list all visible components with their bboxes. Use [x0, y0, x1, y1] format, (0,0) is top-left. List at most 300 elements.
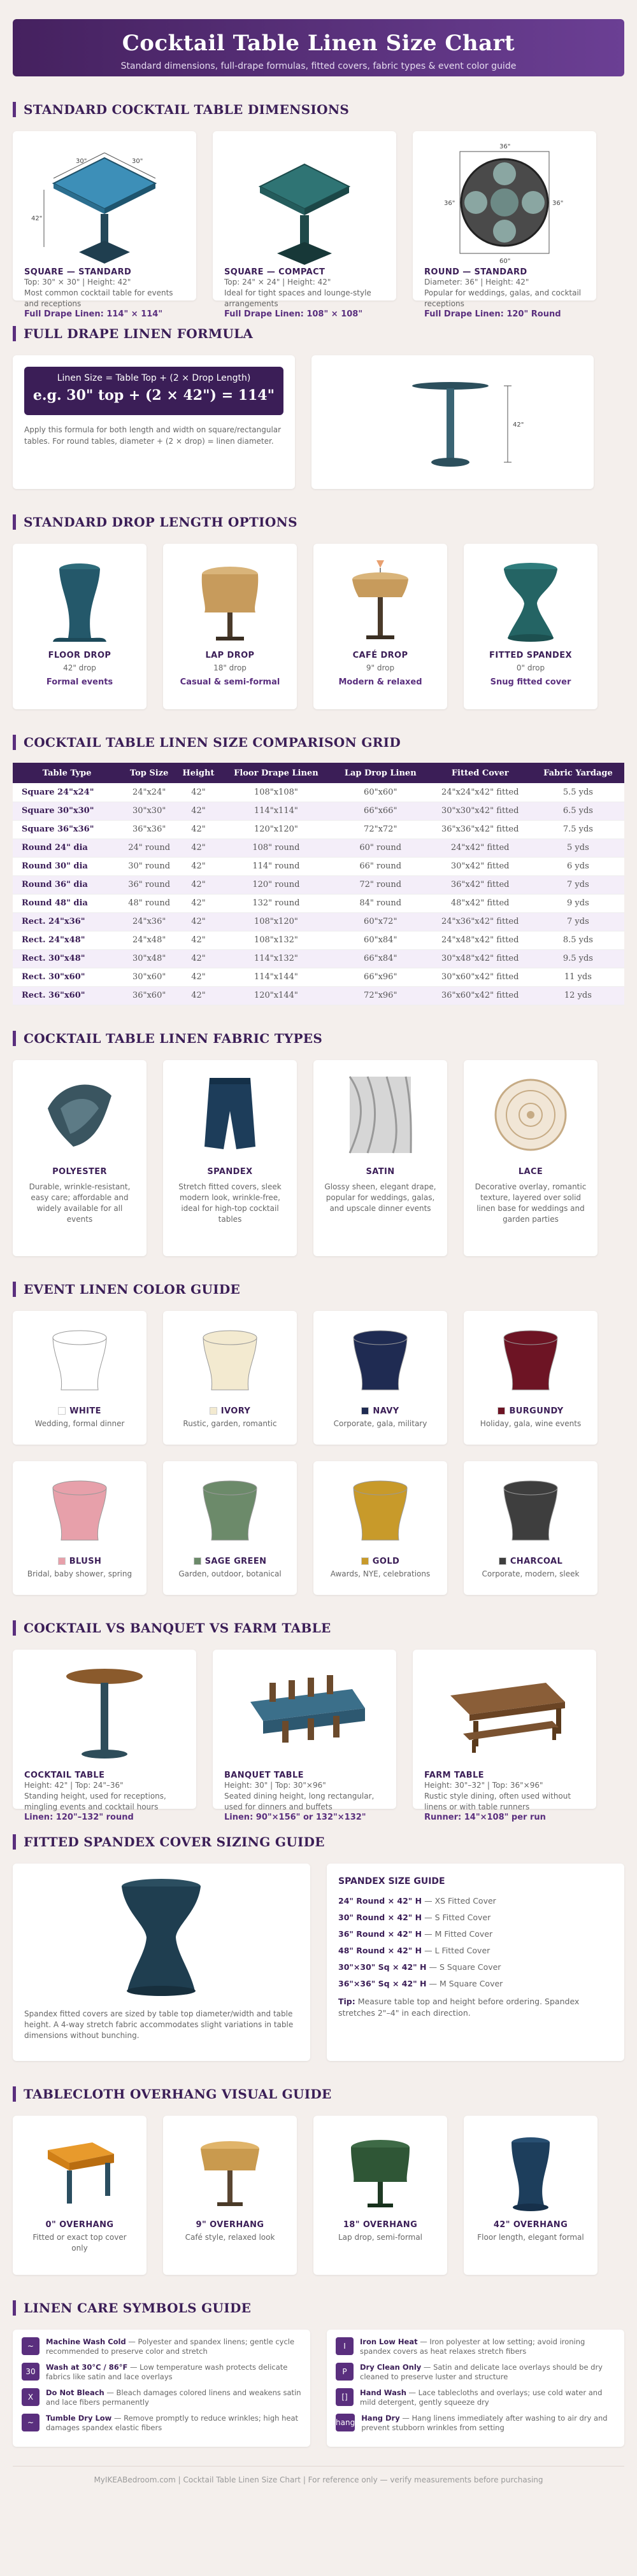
table-row — [13, 968, 624, 986]
table-cell: 12 yds — [532, 986, 624, 1005]
card-linen: Linen: 120"–132" round — [24, 1812, 134, 1822]
dim-label-side: 30" — [132, 158, 143, 165]
spandex-cover-icon — [24, 1874, 298, 2001]
care-text: Tumble Dry Low — Remove promptly to reduce wrinkles; high heat damages spandex elastic fibers — [46, 2413, 299, 2432]
color-card — [313, 1461, 447, 1595]
table-cell: 36" round — [121, 875, 177, 894]
title-banner — [13, 19, 624, 76]
fabric-card-spandex — [163, 1060, 297, 1256]
color-use: Bridal, baby shower, spring — [27, 1569, 132, 1578]
overhang-card-0 — [13, 2116, 147, 2275]
table-cell: 30"x60"x42" fitted — [429, 968, 532, 986]
card-spec: Top: 30" × 30" | Height: 42" — [24, 278, 131, 287]
care-symbol-icon: ~ — [22, 2414, 39, 2431]
table-cell: 72" round — [333, 875, 429, 894]
table-cell: 6.5 yds — [532, 802, 624, 820]
card-spec: 0" drop — [516, 663, 545, 672]
formula-box — [13, 355, 295, 489]
spandex-fabric-icon — [185, 1070, 275, 1159]
table-header-cell: Top Size — [121, 763, 177, 783]
table-cell: 42" — [177, 949, 220, 968]
card-title: SQUARE — STANDARD — [24, 267, 132, 277]
care-symbol-icon: ~ — [22, 2337, 39, 2355]
table-cell: 42" — [177, 820, 220, 839]
table-cell: 30"x60" — [121, 968, 177, 986]
color-card — [163, 1461, 297, 1595]
polyester-fabric-icon — [35, 1070, 124, 1159]
color-use: Corporate, gala, military — [333, 1419, 427, 1428]
overhang-18-icon — [336, 2131, 425, 2214]
lap-drop-icon — [185, 555, 275, 644]
card-desc: Popular for weddings, galas, and cocktail receptions — [424, 288, 582, 308]
spandex-drop-icon — [486, 555, 575, 644]
table-cell: 24"x36" — [121, 912, 177, 931]
table-cell: Rect. 24"x48" — [13, 931, 121, 949]
card-use: Formal events — [46, 677, 113, 687]
section-title: STANDARD COCKTAIL TABLE DIMENSIONS — [13, 102, 624, 117]
spandex-size-guide — [327, 1864, 624, 2061]
linen-color-icon — [38, 1320, 121, 1396]
card-spec: Top: 24" × 24" | Height: 42" — [224, 278, 331, 287]
satin-fabric-icon — [336, 1070, 425, 1159]
card-desc: Seated dining height, long rectangular, used for dinners and buffets — [224, 1791, 375, 1811]
card-title: COCKTAIL TABLE — [24, 1770, 105, 1780]
card-title: SPANDEX — [207, 1166, 253, 1177]
table-row — [13, 912, 624, 931]
overhang-42-icon — [486, 2131, 575, 2214]
color-name: IVORY — [163, 1406, 297, 1416]
spandex-tip: Tip: Measure table top and height before ordering. Spandex stretches 2"–4" in each direction. — [338, 1996, 580, 2018]
table-row — [13, 820, 624, 839]
table-cell: 36"x42" fitted — [429, 875, 532, 894]
footer: MyIKEABedroom.com | Cocktail Table Linen Size Chart | For reference only — verify measurements before purchasing — [13, 2466, 624, 2484]
linen-color-icon — [339, 1320, 422, 1396]
table-cell: 36"x60" — [121, 986, 177, 1005]
table-cell: 36"x36"x42" fitted — [429, 820, 532, 839]
card-spec: 9" drop — [366, 663, 395, 672]
section-colors — [13, 1282, 624, 1595]
care-column-right — [327, 2330, 624, 2447]
color-card — [464, 1311, 598, 1445]
care-symbol-icon: [] — [336, 2388, 354, 2406]
color-card — [313, 1311, 447, 1445]
section-fabrics — [13, 1031, 624, 1256]
color-use: Awards, NYE, celebrations — [330, 1569, 431, 1578]
section-title: EVENT LINEN COLOR GUIDE — [13, 1282, 624, 1297]
section-overhang — [13, 2086, 624, 2275]
table-cell: 9.5 yds — [532, 949, 624, 968]
table-cell: 30"x48" — [121, 949, 177, 968]
dim-label-bottom: 60" — [499, 258, 511, 265]
table-cell: 7.5 yds — [532, 820, 624, 839]
table-cell: 114"x114" — [220, 802, 333, 820]
card-title: ROUND — STANDARD — [424, 267, 527, 277]
card-desc: Glossy sheen, elegant drape, popular for weddings, galas, and upscale dinner events — [324, 1182, 436, 1213]
table-cell: 42" — [177, 894, 220, 912]
linen-color-icon — [189, 1470, 271, 1546]
compare-card-farm — [413, 1650, 596, 1822]
section-grid — [13, 735, 624, 1005]
card-title: FLOOR DROP — [48, 651, 111, 660]
card-title: LACE — [518, 1166, 543, 1177]
dim-label-height: 42" — [31, 215, 43, 222]
color-name: CHARCOAL — [464, 1557, 598, 1566]
card-desc: Stretch fitted covers, sleek modern look, wrinkle-free, ideal for high-top cocktail tables — [178, 1182, 282, 1224]
linen-color-icon — [189, 1320, 271, 1396]
table-cell: Round 24" dia — [13, 839, 121, 857]
card-desc: Café style, relaxed look — [185, 2232, 275, 2242]
section-title: TABLECLOTH OVERHANG VISUAL GUIDE — [13, 2086, 624, 2102]
section-title: FITTED SPANDEX COVER SIZING GUIDE — [13, 1834, 624, 1850]
table-cell: 132" round — [220, 894, 333, 912]
section-dimensions — [13, 102, 624, 319]
care-text: Do Not Bleach — Bleach damages colored linens and weakens satin and lace fibers permanently — [46, 2388, 301, 2407]
linen-size-table — [13, 763, 624, 1005]
overhang-9-icon — [185, 2131, 275, 2214]
care-item — [336, 2388, 615, 2414]
table-header-cell: Lap Drop Linen — [333, 763, 429, 783]
section-title: LINEN CARE SYMBOLS GUIDE — [13, 2300, 624, 2316]
table-header-cell: Fitted Cover — [429, 763, 532, 783]
card-linen: Linen: 90"×156" or 132"×132" — [224, 1812, 366, 1822]
table-cell: 24"x48" — [121, 931, 177, 949]
care-item — [22, 2388, 301, 2414]
section-title: FULL DRAPE LINEN FORMULA — [13, 326, 624, 341]
fabric-card-lace — [464, 1060, 598, 1256]
color-card — [464, 1461, 598, 1595]
table-cell: 7 yds — [532, 875, 624, 894]
table-cell: 66"x96" — [333, 968, 429, 986]
drop-card-floor — [13, 544, 147, 709]
table-cell: 30"x48"x42" fitted — [429, 949, 532, 968]
page-title: Cocktail Table Linen Size Chart — [122, 31, 515, 56]
table-cell: 5 yds — [532, 839, 624, 857]
card-use: Casual & semi-formal — [180, 677, 280, 687]
section-formula — [13, 326, 624, 489]
table-cell: 36"x60"x42" fitted — [429, 986, 532, 1005]
table-cell: 60"x72" — [333, 912, 429, 931]
color-swatch — [497, 1407, 505, 1415]
color-use: Rustic, garden, romantic — [183, 1419, 277, 1428]
dim-label-top: 30" — [76, 158, 87, 165]
farm-table-icon — [425, 1657, 584, 1766]
card-desc: Floor length, elegant formal — [477, 2232, 584, 2242]
color-name: BURGUNDY — [464, 1406, 598, 1416]
card-title: CAFÉ DROP — [352, 651, 408, 660]
color-name: BLUSH — [13, 1557, 147, 1566]
table-cell: 120" round — [220, 875, 333, 894]
card-spec: Height: 30" | Top: 30"×96" — [224, 1780, 326, 1790]
linen-color-icon — [339, 1470, 422, 1546]
table-cell: 42" — [177, 912, 220, 931]
card-title: LAP DROP — [205, 651, 255, 660]
table-row — [13, 875, 624, 894]
table-cell: 42" — [177, 783, 220, 802]
table-row — [13, 839, 624, 857]
drop-card-lap — [163, 544, 297, 709]
card-desc: Ideal for tight spaces and lounge-style arrangements — [224, 288, 371, 308]
spandex-size-line: 36" Round × 42" H — M Fitted Cover — [338, 1928, 493, 1939]
table-cell: 66"x84" — [333, 949, 429, 968]
table-cell: 72"x96" — [333, 986, 429, 1005]
care-symbol-icon: hang — [336, 2414, 355, 2431]
care-symbol-icon: 30 — [22, 2363, 39, 2381]
spandex-size-line: 36"×36" Sq × 42" H — M Square Cover — [338, 1978, 503, 1988]
table-cell: 9 yds — [532, 894, 624, 912]
table-cell: 42" — [177, 986, 220, 1005]
spandex-note: Spandex fitted covers are sized by table top diameter/width and table height. A 4-way stretch fabric accommodates slight variations in table dimensions without bunching. — [24, 2009, 294, 2040]
color-use: Wedding, formal dinner — [34, 1419, 125, 1428]
table-cell: Rect. 24"x36" — [13, 912, 121, 931]
table-cell: 8.5 yds — [532, 931, 624, 949]
round-table-illustration — [425, 139, 584, 266]
banquet-table-icon — [225, 1657, 384, 1766]
table-cell: 36"x36" — [121, 820, 177, 839]
compare-card-cocktail — [13, 1650, 196, 1822]
section-title: STANDARD DROP LENGTH OPTIONS — [13, 514, 624, 530]
table-cell: 108"x132" — [220, 931, 333, 949]
dimension-card-round-standard — [413, 131, 596, 319]
care-symbol-icon: I — [336, 2337, 354, 2355]
care-item — [336, 2363, 615, 2388]
color-swatch — [361, 1557, 369, 1565]
floor-drop-icon — [35, 555, 124, 644]
card-spec: Diameter: 36" | Height: 42" — [424, 278, 529, 287]
overhang-card-42 — [464, 2116, 598, 2275]
care-text: Hang Dry — Hang linens immediately after washing to air dry and prevent stubborn wrinkles from setting — [361, 2413, 608, 2432]
color-swatch — [499, 1557, 506, 1565]
table-cell: 24"x24" — [121, 783, 177, 802]
card-use: Modern & relaxed — [338, 677, 422, 687]
table-cell: 6 yds — [532, 857, 624, 875]
card-linen: Full Drape Linen: 114" × 114" — [24, 309, 163, 319]
cafe-drop-icon — [336, 555, 425, 644]
table-row — [13, 857, 624, 875]
table-cell: Round 48" dia — [13, 894, 121, 912]
card-title: 42" OVERHANG — [493, 2219, 568, 2230]
section-title: COCKTAIL TABLE LINEN SIZE COMPARISON GRID — [13, 735, 624, 750]
table-cell: 5.5 yds — [532, 783, 624, 802]
color-name: WHITE — [13, 1406, 147, 1416]
overhang-card-9 — [163, 2116, 297, 2275]
spandex-illustration-card — [13, 1864, 310, 2061]
card-desc: Durable, wrinkle-resistant, easy care; affordable and widely available for all events — [29, 1182, 131, 1224]
color-use: Holiday, gala, wine events — [480, 1419, 582, 1428]
care-text: Dry Clean Only — Satin and delicate lace overlays should be dry cleaned to preserve luster and structure — [360, 2362, 603, 2381]
color-swatch — [210, 1407, 217, 1415]
spandex-size-line: 48" Round × 42" H — L Fitted Cover — [338, 1945, 490, 1955]
table-cell: 42" — [177, 857, 220, 875]
color-card — [13, 1461, 147, 1595]
table-cell: 24"x36"x42" fitted — [429, 912, 532, 931]
section-title: COCKTAIL VS BANQUET VS FARM TABLE — [13, 1620, 624, 1636]
table-cell: 30"x30" — [121, 802, 177, 820]
care-symbol-icon: X — [22, 2388, 39, 2406]
card-title: SQUARE — COMPACT — [224, 267, 326, 277]
card-title: 9" OVERHANG — [196, 2219, 264, 2230]
linen-color-icon — [489, 1320, 572, 1396]
care-item — [22, 2363, 301, 2388]
section-spandex — [13, 1834, 624, 2061]
formula-bar — [24, 367, 283, 415]
cocktail-table-icon — [25, 1657, 184, 1766]
color-swatch — [194, 1557, 201, 1565]
card-title: BANQUET TABLE — [224, 1770, 304, 1780]
card-title: FARM TABLE — [424, 1770, 484, 1780]
card-desc: Most common cocktail table for events and receptions — [24, 288, 173, 308]
table-cell: Round 36" dia — [13, 875, 121, 894]
section-drops — [13, 514, 624, 709]
page-subtitle: Standard dimensions, full-drape formulas, fitted covers, fabric types & event color guide — [120, 61, 517, 71]
card-desc: Standing height, used for receptions, mingling events and cocktail hours — [24, 1791, 166, 1811]
spandex-size-line: 30" Round × 42" H — S Fitted Cover — [338, 1912, 491, 1922]
formula-note: Apply this formula for both length and width on square/rectangular tables. For round tables, diameter + (2 × drop) = linen diameter. — [24, 425, 282, 446]
table-cell: 120"x120" — [220, 820, 333, 839]
table-cell: 42" — [177, 931, 220, 949]
drop-card-cafe — [313, 544, 447, 709]
table-row — [13, 986, 624, 1005]
dim-label-height: 42" — [513, 421, 524, 428]
card-linen: Full Drape Linen: 120" Round — [424, 309, 561, 319]
table-cell: 114"x132" — [220, 949, 333, 968]
color-use: Corporate, modern, sleek — [482, 1569, 580, 1578]
care-text: Machine Wash Cold — Polyester and spandex linens; gentle cycle recommended to preserve color and stretch — [46, 2337, 295, 2356]
card-linen: Runner: 14"×108" per run — [424, 1812, 546, 1822]
table-cell: Rect. 36"x60" — [13, 986, 121, 1005]
color-name: GOLD — [313, 1557, 447, 1566]
table-cell: 30" round — [121, 857, 177, 875]
table-row — [13, 894, 624, 912]
card-use: Snug fitted cover — [490, 677, 571, 687]
table-cell: 66" round — [333, 857, 429, 875]
table-cell: 48" round — [121, 894, 177, 912]
table-cell: 42" — [177, 802, 220, 820]
care-item — [22, 2337, 301, 2363]
table-row — [13, 783, 624, 802]
card-spec: Height: 30"–32" | Top: 36"×96" — [424, 1780, 543, 1790]
card-spec: 18" drop — [213, 663, 247, 672]
table-cell: 42" — [177, 875, 220, 894]
linen-color-icon — [489, 1470, 572, 1546]
drop-card-spandex — [464, 544, 598, 709]
card-title: FITTED SPANDEX — [489, 651, 572, 660]
color-swatch — [58, 1557, 66, 1565]
dim-label-left: 36" — [444, 200, 455, 207]
compact-table-illustration — [225, 139, 384, 266]
dimension-card-square-compact — [213, 131, 396, 319]
section-title: COCKTAIL TABLE LINEN FABRIC TYPES — [13, 1031, 624, 1046]
table-cell: 42" — [177, 968, 220, 986]
table-row — [13, 802, 624, 820]
tall-table-illustration — [323, 367, 578, 475]
table-cell: 84" round — [333, 894, 429, 912]
care-text: Iron Low Heat — Iron polyester at low setting; avoid ironing spandex covers as heat relaxes stretch fibers — [360, 2337, 585, 2356]
compare-card-banquet — [213, 1650, 396, 1822]
table-cell: 60"x84" — [333, 931, 429, 949]
table-cell: 60"x60" — [333, 783, 429, 802]
table-cell: 30"x30"x42" fitted — [429, 802, 532, 820]
section-compare — [13, 1620, 624, 1822]
overhang-0-icon — [35, 2131, 124, 2214]
formula-line: Linen Size = Table Top + (2 × Drop Length) — [57, 373, 251, 383]
lace-fabric-icon — [486, 1070, 575, 1159]
table-row — [13, 931, 624, 949]
table-cell: 120"x144" — [220, 986, 333, 1005]
table-cell: 24" round — [121, 839, 177, 857]
card-title: 18" OVERHANG — [343, 2219, 418, 2230]
section-care — [13, 2300, 624, 2447]
table-cell: Square 24"x24" — [13, 783, 121, 802]
table-cell: 48"x42" fitted — [429, 894, 532, 912]
formula-example: e.g. 30" top + (2 × 42") = 114" — [32, 387, 275, 404]
color-card — [163, 1311, 297, 1445]
linen-color-icon — [38, 1470, 121, 1546]
table-cell: 11 yds — [532, 968, 624, 986]
table-cell: Rect. 30"x60" — [13, 968, 121, 986]
card-spec: Height: 42" | Top: 24"–36" — [24, 1780, 124, 1790]
care-item — [22, 2414, 301, 2439]
table-cell: 66"x66" — [333, 802, 429, 820]
color-use: Garden, outdoor, botanical — [178, 1569, 282, 1578]
table-cell: 60" round — [333, 839, 429, 857]
table-cell: 108"x108" — [220, 783, 333, 802]
care-text: Hand Wash — Lace tablecloths and overlays; use cold water and mild detergent, gently squeeze dry — [360, 2388, 603, 2407]
table-row — [13, 949, 624, 968]
table-cell: Square 36"x36" — [13, 820, 121, 839]
care-item — [336, 2414, 615, 2439]
square-table-illustration — [25, 139, 184, 266]
formula-illustration-box — [311, 355, 594, 489]
table-cell: 42" — [177, 839, 220, 857]
card-title: POLYESTER — [52, 1166, 107, 1177]
care-column-left — [13, 2330, 310, 2447]
table-cell: Square 30"x30" — [13, 802, 121, 820]
table-cell: Round 30" dia — [13, 857, 121, 875]
spandex-size-line: 24" Round × 42" H — XS Fitted Cover — [338, 1895, 496, 1906]
care-text: Wash at 30°C / 86°F — Low temperature wash protects delicate fabrics like satin and lace overlays — [46, 2362, 288, 2381]
card-desc: Fitted or exact top cover only — [32, 2232, 127, 2253]
card-title: 0" OVERHANG — [45, 2219, 114, 2230]
table-cell: 24"x42" fitted — [429, 839, 532, 857]
guide-title: SPANDEX SIZE GUIDE — [338, 1876, 445, 1886]
dim-label-top: 36" — [499, 143, 511, 150]
card-desc: Decorative overlay, romantic texture, layered over solid linen base for weddings and garden parties — [475, 1182, 587, 1224]
table-cell: 30"x42" fitted — [429, 857, 532, 875]
card-desc: Lap drop, semi-formal — [338, 2232, 422, 2242]
table-cell: 108" round — [220, 839, 333, 857]
dim-label-right: 36" — [552, 200, 564, 207]
color-swatch — [361, 1407, 369, 1415]
table-cell: 114" round — [220, 857, 333, 875]
color-card — [13, 1311, 147, 1445]
table-cell: 7 yds — [532, 912, 624, 931]
fabric-card-satin — [313, 1060, 447, 1256]
card-spec: 42" drop — [63, 663, 96, 672]
table-cell: 108"x120" — [220, 912, 333, 931]
color-name: SAGE GREEN — [163, 1557, 297, 1566]
fabric-card-polyester — [13, 1060, 147, 1256]
dimension-card-square-standard — [13, 131, 196, 319]
card-desc: Rustic style dining, often used without linens or with table runners — [424, 1791, 571, 1811]
table-header-cell: Height — [177, 763, 220, 783]
color-name: NAVY — [313, 1406, 447, 1416]
card-linen: Full Drape Linen: 108" × 108" — [224, 309, 363, 319]
table-header-cell: Fabric Yardage — [532, 763, 624, 783]
care-item — [336, 2337, 615, 2363]
card-title: SATIN — [366, 1166, 395, 1177]
table-cell: Rect. 30"x48" — [13, 949, 121, 968]
care-symbol-icon: P — [336, 2363, 354, 2381]
